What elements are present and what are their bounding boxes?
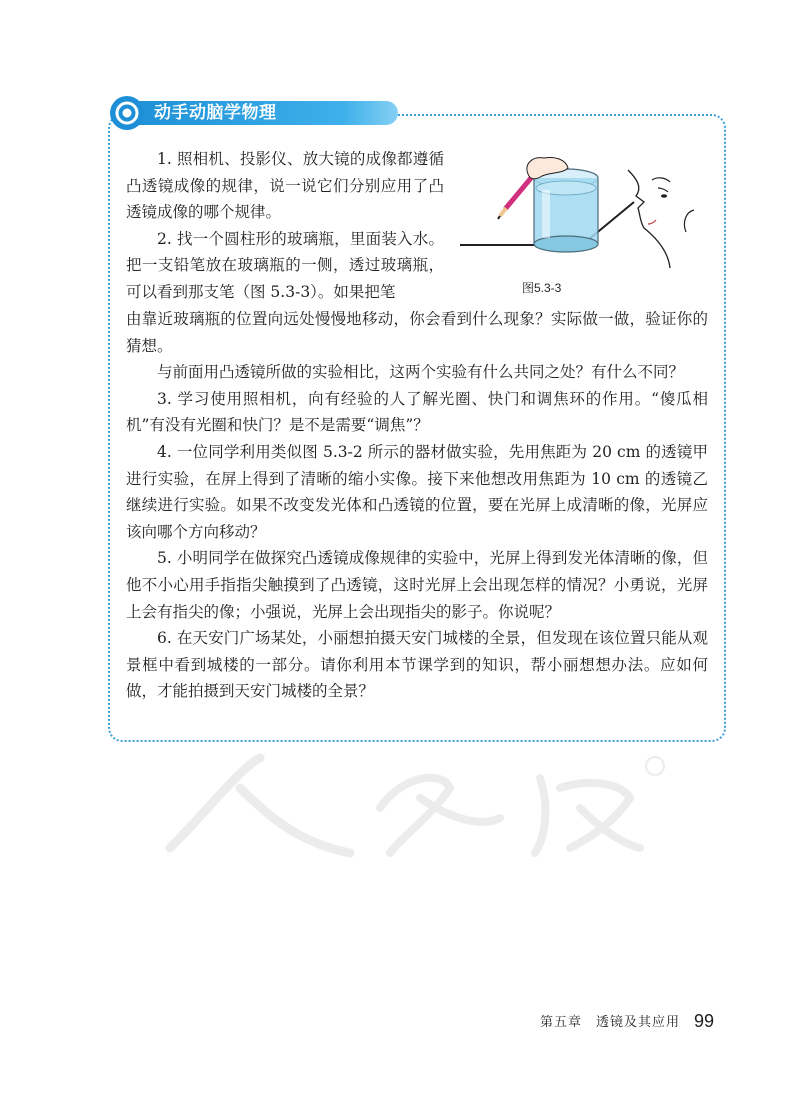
exercise-item-2-continued: 由靠近玻璃瓶的位置向远处慢慢地移动，你会看到什么现象？实际做一做，验证你的猜想。 — [126, 310, 708, 355]
exercise-item-6: 6. 在天安门广场某处，小丽想拍摄天安门城楼的全景，但发现在该位置只能从观景框中看到城楼的一部分。请你利用本节课学到的知识，帮小丽想想办法。应如何做，才能拍摄到天安门城楼的全景？ — [126, 629, 708, 701]
page-footer — [540, 1010, 714, 1031]
exercise-item-2-followup: 与前面用凸透镜所做的实验相比，这两个实验有什么共同之处？有什么不同？ — [157, 363, 685, 382]
page-number: 99 — [694, 1011, 715, 1031]
exercise-top-block — [126, 146, 708, 306]
exercise-item-2-start: 2. 找一个圆柱形的玻璃瓶，里面装入水。把一支铅笔放在玻璃瓶的一侧，透过玻璃瓶，可以看到那支笔（图 5.3-3）。如果把笔 — [126, 229, 444, 301]
section-title: 动手动脑学物理 — [154, 103, 277, 123]
exercise-content — [126, 146, 708, 705]
exercise-item-3: 3. 学习使用照相机，向有经验的人了解光圈、快门和调焦环的作用。“傻瓜相机”有没有光圈和快门？是不是需要“调焦”？ — [126, 389, 708, 435]
target-icon — [110, 96, 144, 130]
watermark-logo — [150, 748, 670, 868]
exercise-item-1: 1. 照相机、投影仪、放大镜的成像都遵循凸透镜成像的规律，说一说它们分别应用了凸透镜成像的哪个规律。 — [126, 150, 444, 222]
exercise-item-4: 4. 一位同学利用类似图 5.3-2 所示的器材做实验，先用焦距为 20 cm 的透镜甲进行实验，在屏上得到了清晰的缩小实像。接下来他想改用焦距为 10 cm 的透镜乙继续进行实验。如果不改变发光体和凸透镜的位置，要在光屏上成清晰的像，光屏应该向哪个方向移动？ — [126, 442, 708, 541]
figure-caption: 图5.3-3 — [522, 281, 562, 295]
chapter-label: 第五章 透镜及其应用 — [540, 1015, 681, 1030]
exercise-item-5: 5. 小明同学在做探究凸透镜成像规律的实验中，光屏上得到发光体清晰的像，但他不小心用手指指尖触摸到了凸透镜，这时光屏上会出现怎样的情况？小勇说，光屏上会有指尖的像；小强说，光屏上会出现指尖的影子。你说呢？ — [126, 549, 708, 621]
